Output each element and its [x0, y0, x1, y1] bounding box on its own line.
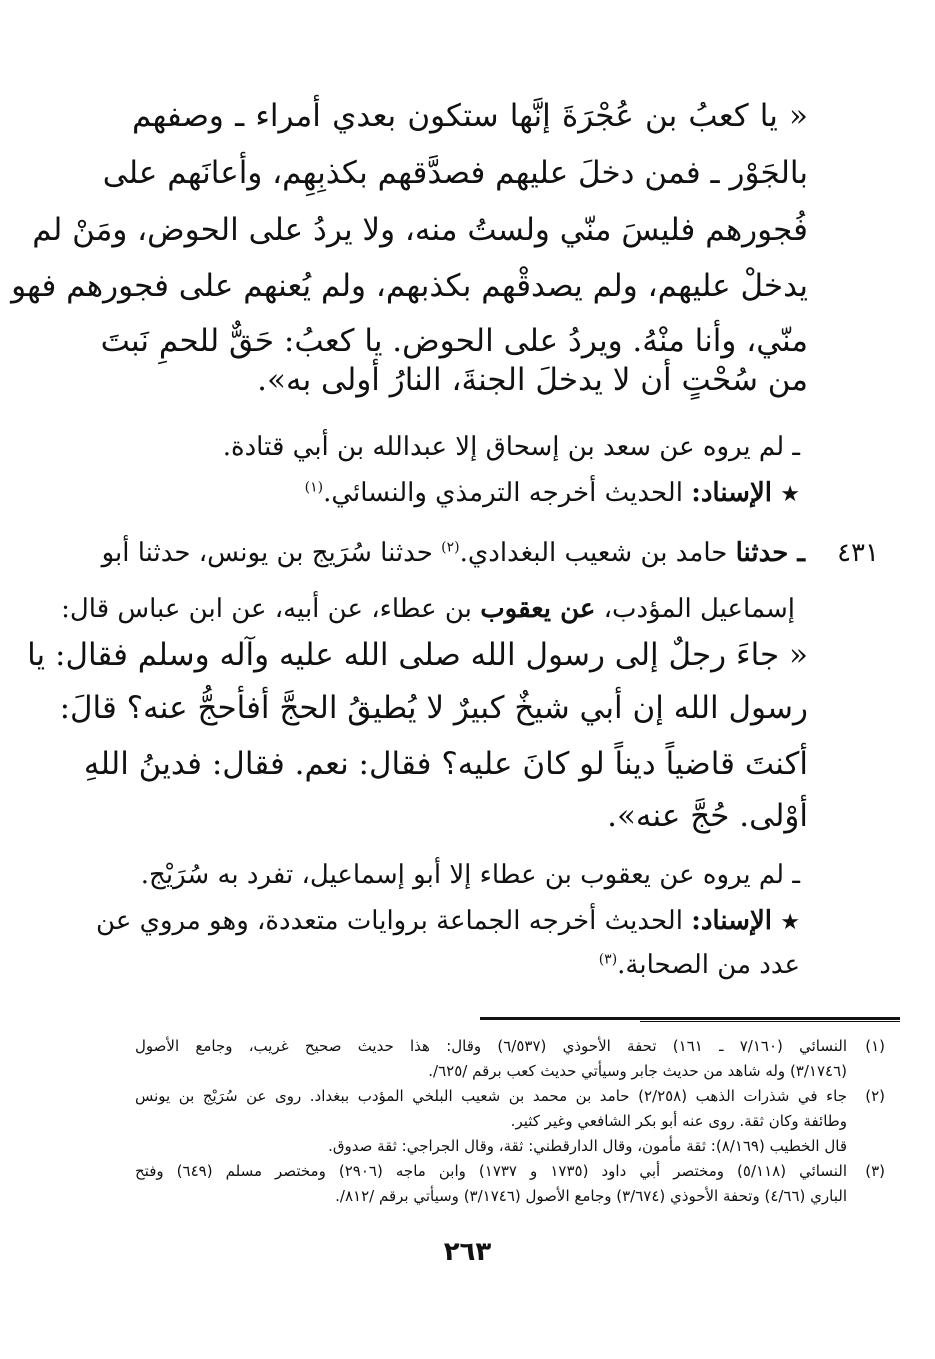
isnad-text: الحديث أخرجه الترمذي والنسائي. — [323, 478, 683, 508]
star-icon: ★ — [780, 910, 800, 935]
narration-note: ـ لم يروه عن سعد بن إسحاق إلا عبدالله بن أبي قتادة. — [222, 432, 800, 462]
footnote-line: (٣/١٧٤٦) وله شاهد من حديث جابر وسيأتي حديث كعب برقم /٦٢٥/. — [428, 1062, 847, 1080]
footnote-ref: (٣) — [598, 951, 618, 968]
footnote-number: (١) — [865, 1037, 885, 1055]
isnad-text: الحديث أخرجه الجماعة بروايات متعددة، وهو مروي عن — [96, 906, 683, 936]
footnote-number: (٣) — [865, 1162, 885, 1180]
hadith-number: ٤٣١ — [837, 538, 879, 568]
page-number: ٢٦٣ — [443, 1237, 492, 1267]
isnad-line — [305, 478, 800, 508]
chain-line-2 — [61, 594, 795, 624]
text-line: يدخلْ عليهم، ولم يصدقْهم بكذبهم، ولم يُعنهم على فجورهم فهو — [11, 268, 808, 304]
text-line: فُجورهم فليسَ منّي ولستُ منه، ولا يردُ على الحوض، ومَنْ لم — [32, 212, 808, 248]
footnote-separator-thin — [640, 1021, 900, 1022]
isnad-label: الإسناد: — [691, 478, 772, 508]
isnad-line — [96, 906, 800, 936]
text-line: رسول الله إن أبي شيخٌ كبيرٌ لا يُطيقُ الحجَّ أفأحجُّ عنه؟ قالَ: — [59, 690, 808, 726]
footnote-line: النسائي (٥/١١٨) ومختصر أبي داود (١٧٣٥ و ١٧٣٧) وابن ماجه (٢٩٠٦) ومختصر مسلم (٦٤٩) وفتح — [135, 1162, 848, 1180]
text-line: من سُحْتٍ أن لا يدخلَ الجنةَ، النارُ أولى به». — [257, 362, 808, 398]
footnote-line: وطائفة وكان ثقة. روى عنه أبو بكر الشافعي وغير كثير. — [510, 1112, 847, 1130]
chain-text: حامد بن شعيب البغدادي. — [459, 538, 728, 568]
chain-lead: ـ حدثنا — [735, 538, 805, 568]
narration-note: ـ لم يروه عن يعقوب بن عطاء إلا أبو إسماعيل، تفرد به سُرَيْج. — [140, 860, 800, 890]
text-line: بالجَوْر ـ فمن دخلَ عليهم فصدَّقهم بكذبِهِم، وأعانَهم على — [102, 155, 808, 191]
text-line: « يا كعبُ بن عُجْرَةَ إنَّها ستكون بعدي أمراء ـ وصفهم — [132, 98, 808, 134]
text-line: أكنتَ قاضياً ديناً لو كانَ عليه؟ فقال: نعم. فقال: فدينُ اللهِ — [83, 746, 808, 782]
text-line: أوْلى. حُجَّ عنه». — [607, 798, 808, 834]
isnad-label: الإسناد: — [691, 906, 772, 936]
chain-bold: عن يعقوب — [480, 594, 596, 624]
footnote-line: جاء في شذرات الذهب (٢/٢٥٨) حامد بن محمد بن شعيب البلخي المؤدب ببغداد. روى عن سُرَيْج بن يونس — [135, 1087, 848, 1105]
footnote-line: الباري (٤/٦٦) وتحفة الأحوذي (٣/٦٧٤) وجامع الأصول (٣/١٧٤٦) وسيأتي برقم /٨١٢/. — [335, 1187, 847, 1205]
chain-line-1 — [102, 538, 805, 568]
chain-text: بن عطاء، عن أبيه، عن ابن عباس قال: — [61, 594, 472, 624]
footnote-line: قال الخطيب (٨/١٦٩): ثقة مأمون، وقال الدارقطني: ثقة، وقال الجراجي: ثقة صدوق. — [328, 1137, 847, 1155]
isnad-text: عدد من الصحابة. — [617, 950, 800, 980]
footnote-separator — [480, 1017, 900, 1020]
footnote-number: (٢) — [865, 1087, 885, 1105]
chain-text: إسماعيل المؤدب، — [603, 594, 795, 624]
star-icon: ★ — [780, 482, 800, 507]
isnad-line-2 — [599, 950, 800, 980]
footnote-ref: (٢) — [441, 539, 460, 556]
text-line: منّي، وأنا منْهُ. ويردُ على الحوض. يا كعبُ: حَقٌّ للحمِ نَبتَ — [100, 323, 808, 359]
text-line: « جاءَ رجلٌ إلى رسول الله صلى الله عليه وآله وسلم فقال: يا — [27, 637, 808, 673]
footnote-line: النسائي (٧/١٦٠ ـ ١٦١) تحفة الأحوذي (٦/٥٣٧) وقال: هذا حديث صحيح غريب، وجامع الأصول — [135, 1037, 847, 1055]
chain-text: حدثنا سُرَيج بن يونس، حدثنا أبو — [101, 538, 433, 568]
footnote-ref: (١) — [304, 479, 324, 496]
